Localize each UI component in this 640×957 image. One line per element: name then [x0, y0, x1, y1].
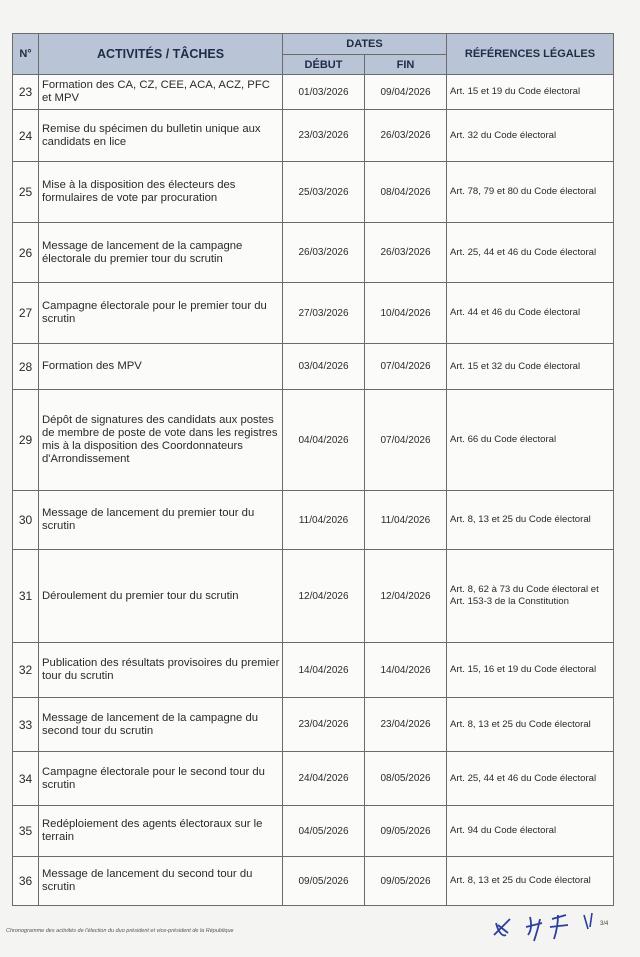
row-number: 34	[13, 752, 39, 806]
table-row	[13, 643, 614, 698]
end-date-cell: 10/04/2026	[365, 283, 447, 344]
activity-cell: Message de lancement du premier tour du scrutin	[39, 491, 283, 550]
row-number: 26	[13, 223, 39, 283]
legal-reference-cell: Art. 8, 62 à 73 du Code électoral et Art. 153-3 de la Constitution	[447, 550, 614, 643]
legal-reference-cell: Art. 25, 44 et 46 du Code électoral	[447, 752, 614, 806]
row-number: 33	[13, 698, 39, 752]
header-end: FIN	[365, 55, 447, 75]
start-date-cell: 14/04/2026	[283, 643, 365, 698]
row-number: 29	[13, 390, 39, 491]
table-row	[13, 857, 614, 906]
activity-cell: Publication des résultats provisoires du premier tour du scrutin	[39, 643, 283, 698]
activity-cell: Campagne électorale pour le second tour du scrutin	[39, 752, 283, 806]
activity-cell: Formation des MPV	[39, 344, 283, 390]
end-date-cell: 08/04/2026	[365, 162, 447, 223]
activity-cell: Message de lancement de la campagne du second tour du scrutin	[39, 698, 283, 752]
start-date-cell: 26/03/2026	[283, 223, 365, 283]
legal-reference-cell: Art. 32 du Code électoral	[447, 110, 614, 162]
table-row	[13, 806, 614, 857]
table-row	[13, 752, 614, 806]
row-number: 23	[13, 75, 39, 110]
start-date-cell: 04/04/2026	[283, 390, 365, 491]
legal-reference-cell: Art. 15 et 32 du Code électoral	[447, 344, 614, 390]
row-number: 28	[13, 344, 39, 390]
row-number: 25	[13, 162, 39, 223]
legal-reference-cell: Art. 8, 13 et 25 du Code électoral	[447, 698, 614, 752]
activity-cell: Remise du spécimen du bulletin unique aux candidats en lice	[39, 110, 283, 162]
activity-cell: Mise à la disposition des électeurs des formulaires de vote par procuration	[39, 162, 283, 223]
table-row	[13, 491, 614, 550]
table-row	[13, 698, 614, 752]
legal-reference-cell: Art. 8, 13 et 25 du Code électoral	[447, 491, 614, 550]
table-row	[13, 344, 614, 390]
legal-reference-cell: Art. 15 et 19 du Code électoral	[447, 75, 614, 110]
table-row	[13, 162, 614, 223]
end-date-cell: 09/05/2026	[365, 857, 447, 906]
row-number: 27	[13, 283, 39, 344]
row-number: 32	[13, 643, 39, 698]
start-date-cell: 25/03/2026	[283, 162, 365, 223]
table-row	[13, 550, 614, 643]
table-row	[13, 75, 614, 110]
end-date-cell: 23/04/2026	[365, 698, 447, 752]
header-legal-references: RÉFÉRENCES LÉGALES	[447, 34, 614, 75]
legal-reference-cell: Art. 94 du Code électoral	[447, 806, 614, 857]
footer-caption: Chronogramme des activités de l'élection du duo président et vice-président de la République	[6, 928, 234, 934]
start-date-cell: 03/04/2026	[283, 344, 365, 390]
end-date-cell: 26/03/2026	[365, 110, 447, 162]
schedule-rows	[13, 75, 614, 906]
start-date-cell: 23/04/2026	[283, 698, 365, 752]
activity-cell: Message de lancement de la campagne électorale du premier tour du scrutin	[39, 223, 283, 283]
start-date-cell: 24/04/2026	[283, 752, 365, 806]
table-row	[13, 390, 614, 491]
end-date-cell: 09/04/2026	[365, 75, 447, 110]
activity-cell: Redéploiement des agents électoraux sur le terrain	[39, 806, 283, 857]
end-date-cell: 12/04/2026	[365, 550, 447, 643]
schedule-table	[12, 33, 614, 906]
table-row	[13, 283, 614, 344]
table-row	[13, 110, 614, 162]
row-number: 36	[13, 857, 39, 906]
activity-cell: Formation des CA, CZ, CEE, ACA, ACZ, PFC et MPV	[39, 75, 283, 110]
start-date-cell: 12/04/2026	[283, 550, 365, 643]
end-date-cell: 26/03/2026	[365, 223, 447, 283]
header-dates: DATES	[283, 34, 447, 55]
activity-cell: Déroulement du premier tour du scrutin	[39, 550, 283, 643]
row-number: 35	[13, 806, 39, 857]
activity-cell: Message de lancement du second tour du scrutin	[39, 857, 283, 906]
start-date-cell: 09/05/2026	[283, 857, 365, 906]
header-number: N°	[13, 34, 39, 75]
end-date-cell: 11/04/2026	[365, 491, 447, 550]
schedule-sheet	[12, 33, 614, 906]
start-date-cell: 11/04/2026	[283, 491, 365, 550]
legal-reference-cell: Art. 15, 16 et 19 du Code électoral	[447, 643, 614, 698]
header-start: DÉBUT	[283, 55, 365, 75]
start-date-cell: 27/03/2026	[283, 283, 365, 344]
legal-reference-cell: Art. 25, 44 et 46 du Code électoral	[447, 223, 614, 283]
activity-cell: Dépôt de signatures des candidats aux postes de membre de poste de vote dans les registres mis à la disposition des Coordonnateurs d'Arrondissement	[39, 390, 283, 491]
start-date-cell: 04/05/2026	[283, 806, 365, 857]
page-number: 3/4	[600, 921, 609, 927]
end-date-cell: 07/04/2026	[365, 344, 447, 390]
handwritten-signature	[488, 905, 618, 945]
legal-reference-cell: Art. 8, 13 et 25 du Code électoral	[447, 857, 614, 906]
row-number: 31	[13, 550, 39, 643]
legal-reference-cell: Art. 44 et 46 du Code électoral	[447, 283, 614, 344]
end-date-cell: 14/04/2026	[365, 643, 447, 698]
legal-reference-cell: Art. 66 du Code électoral	[447, 390, 614, 491]
start-date-cell: 23/03/2026	[283, 110, 365, 162]
start-date-cell: 01/03/2026	[283, 75, 365, 110]
end-date-cell: 08/05/2026	[365, 752, 447, 806]
legal-reference-cell: Art. 78, 79 et 80 du Code électoral	[447, 162, 614, 223]
table-row	[13, 223, 614, 283]
row-number: 24	[13, 110, 39, 162]
header-activities: ACTIVITÉS / TÂCHES	[39, 34, 283, 75]
end-date-cell: 07/04/2026	[365, 390, 447, 491]
row-number: 30	[13, 491, 39, 550]
activity-cell: Campagne électorale pour le premier tour du scrutin	[39, 283, 283, 344]
end-date-cell: 09/05/2026	[365, 806, 447, 857]
